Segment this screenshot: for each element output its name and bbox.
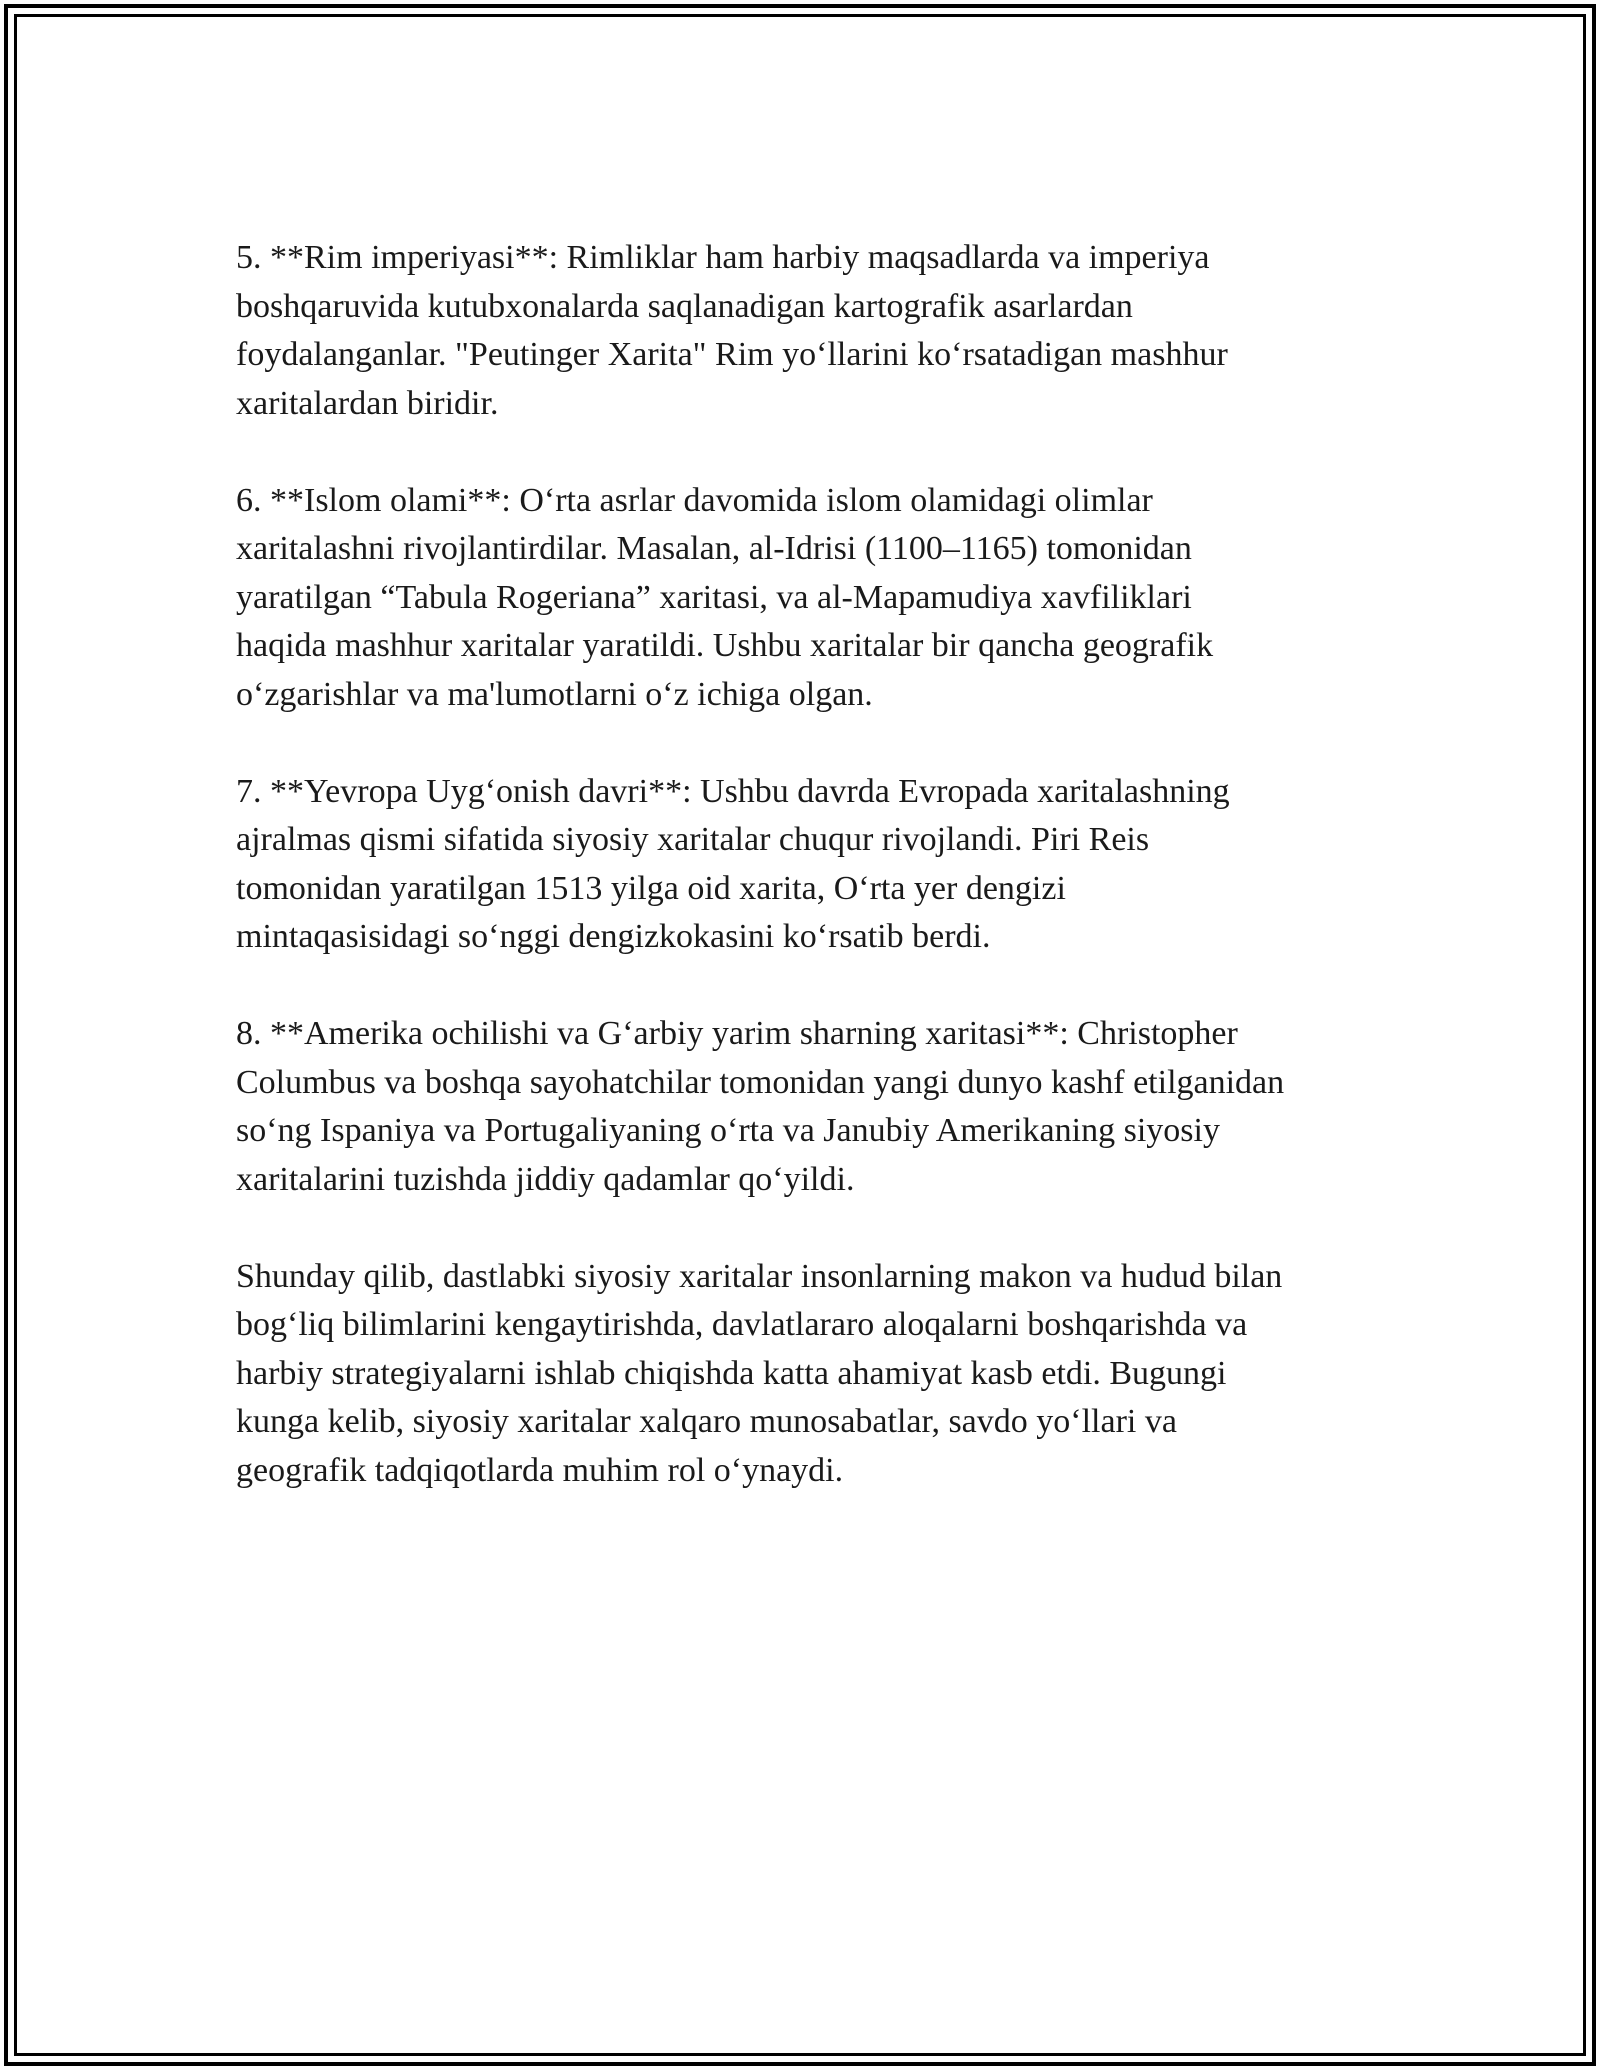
paragraph-conclusion: Shunday qilib, dastlabki siyosiy xaritalar insonlarning makon va hudud bilan bog‘liq bilimlarini kengaytirishda, davlatlararo aloqalarni boshqarishda va harbiy strategiyalarni ishlab chiqishda katta ahamiyat kasb etdi. Bugungi kunga kelib, siyosiy xaritalar xalqaro munosabatlar, savdo yo‘llari va geografik tadqiqotlarda muhim rol o‘ynaydi.: [236, 1257, 1283, 1489]
paragraph-amerika-ochilishi: 8. **Amerika ochilishi va G‘arbiy yarim sharning xaritasi**: Christopher Columbus va boshqa sayohatchilar tomonidan yangi dunyo kashf etilganidan so‘ng Ispaniya va Portugaliyaning o‘rta va Janubiy Amerikaning siyosiy xaritalarini tuzishda jiddiy qadamlar qo‘yildi.: [236, 1015, 1285, 1198]
paragraph-rim-imperiyasi: 5. **Rim imperiyasi**: Rimliklar ham harbiy maqsadlarda va imperiya boshqaruvida kutubxonalarda saqlanadigan kartografik asarlardan foydalanganlar. "Peutinger Xarita" Rim yo‘llarini ko‘rsatadigan mashhur xaritalardan biridir.: [236, 239, 1228, 422]
paragraph-islom-olami: 6. **Islom olami**: O‘rta asrlar davomida islom olamidagi olimlar xaritalashni rivojlantirdilar. Masalan, al-Idrisi (1100–1165) tomonidan yaratilgan “Tabula Rogeriana” xaritasi, va al-Mapamudiya xavfiliklari haqida mashhur xaritalar yaratildi. Ushbu xaritalar bir qancha geografik o‘zgarishlar va ma'lumotlarni o‘z ichiga olgan.: [236, 481, 1214, 713]
paragraph-yevropa-uygonish: 7. **Yevropa Uyg‘onish davri**: Ushbu davrda Evropada xaritalashning ajralmas qismi sifatida siyosiy xaritalar chuqur rivojlandi. Piri Reis tomonidan yaratilgan 1513 yilga oid xarita, O‘rta yer dengizi mintaqasisidagi so‘nggi dengizkokasini ko‘rsatib berdi.: [236, 772, 1230, 955]
document-body: [236, 234, 1386, 1544]
